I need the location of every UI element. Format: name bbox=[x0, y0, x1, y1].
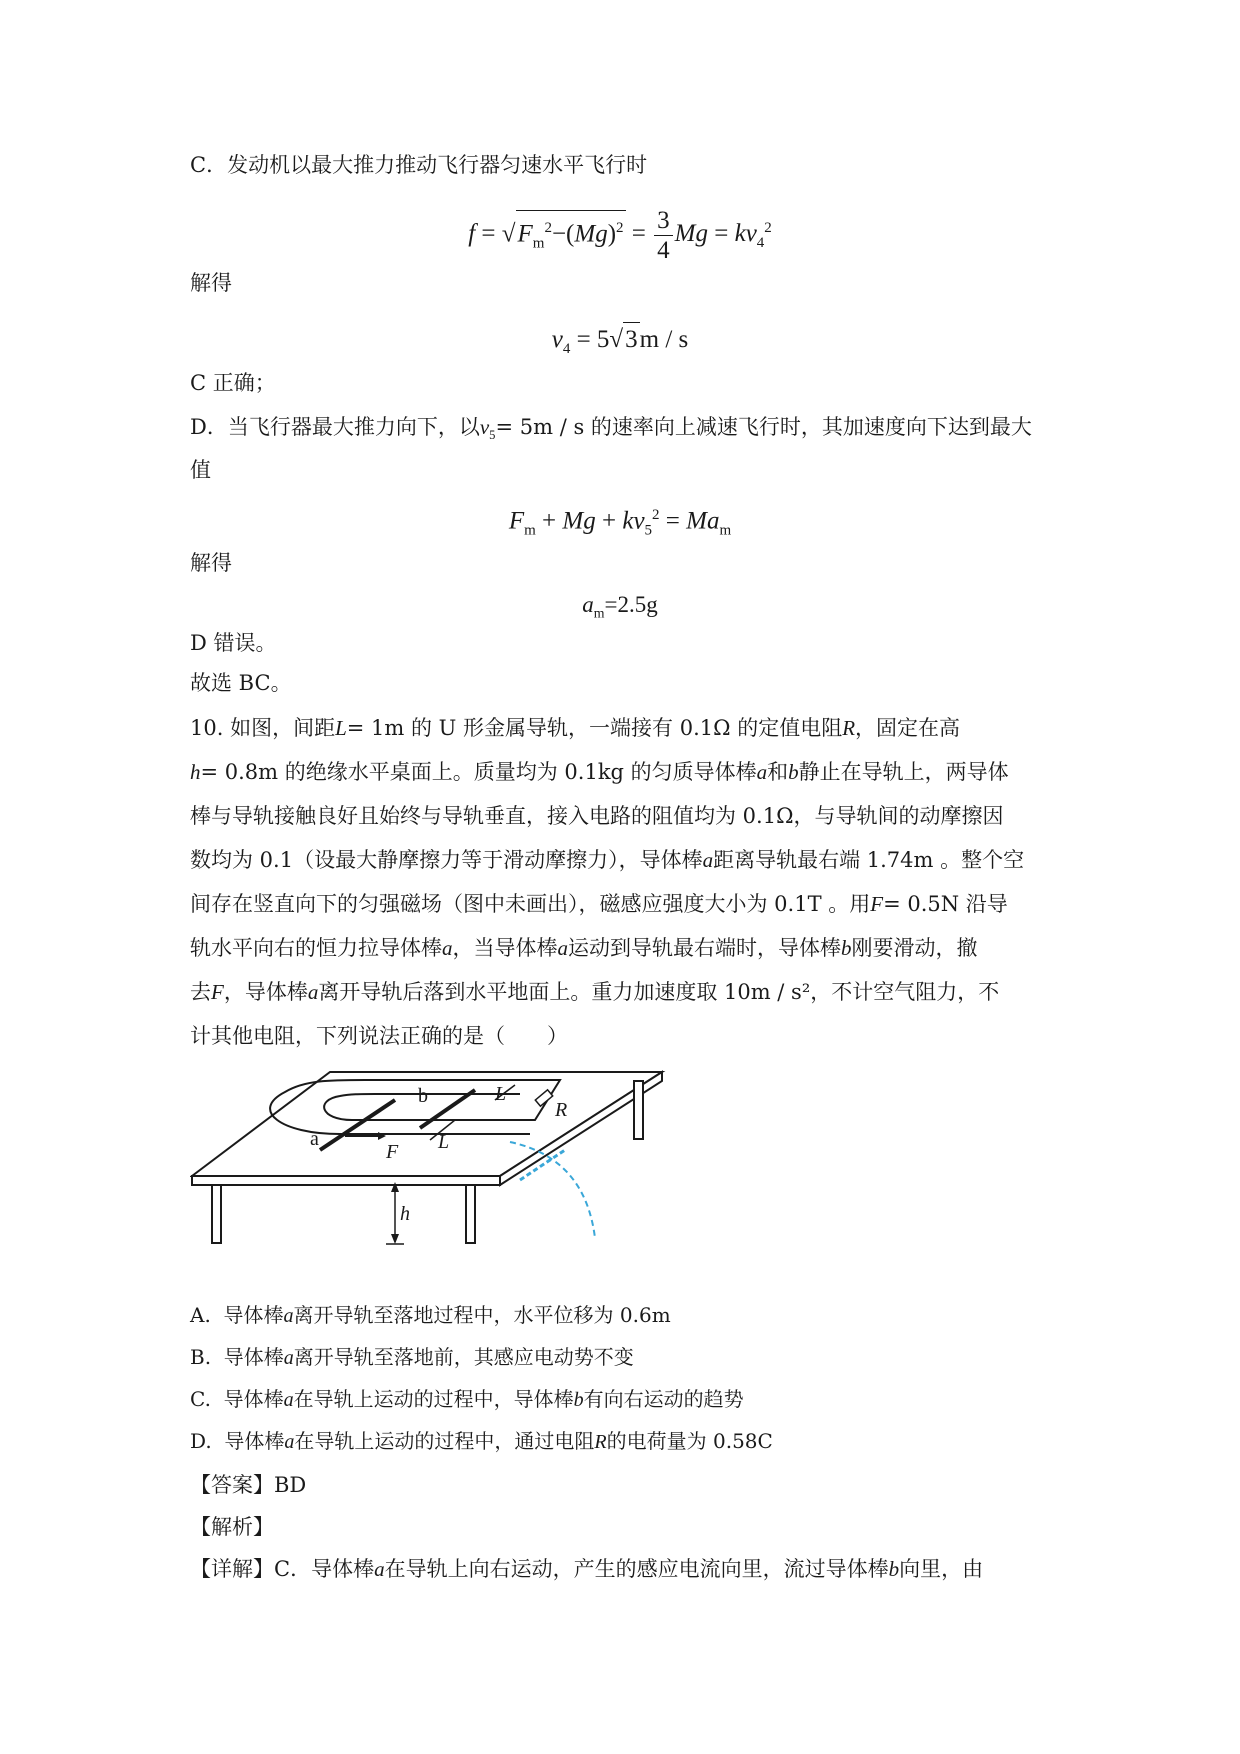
text-run: = 0.8m 的绝缘水平桌面上。质量均为 0.1kg 的匀质导体棒 bbox=[200, 760, 757, 784]
eq-operator: = bbox=[665, 507, 680, 535]
eq-subscript: m bbox=[524, 522, 536, 539]
eq-subscript: m bbox=[719, 522, 732, 539]
sqrt-symbol: √3 bbox=[609, 322, 639, 355]
eq-operator: + bbox=[542, 507, 557, 535]
label-R: R bbox=[555, 1099, 568, 1121]
solve-label-d: 解得 bbox=[190, 551, 232, 575]
text-run: 静止在导轨上，两导体 bbox=[798, 760, 1009, 784]
q10-line2 bbox=[190, 757, 1009, 787]
text-run: 导体棒 bbox=[223, 1345, 284, 1369]
table-leg bbox=[466, 1185, 475, 1243]
eq-symbol: a bbox=[283, 1347, 294, 1369]
rail-table-figure bbox=[190, 1070, 670, 1270]
text-run: 距离导轨最右端 1.74m 。整个空 bbox=[713, 848, 1025, 872]
eq-subscript: m bbox=[593, 605, 605, 621]
eq-symbol: kv bbox=[734, 220, 757, 248]
equation-am bbox=[0, 590, 1240, 629]
table-edge bbox=[192, 1176, 500, 1185]
eq-superscript: 2 bbox=[764, 219, 772, 236]
option-key: A. bbox=[190, 1303, 211, 1327]
fraction bbox=[654, 208, 673, 263]
fraction-denominator: 4 bbox=[657, 237, 670, 264]
final-choice: 故选 BC。 bbox=[190, 671, 292, 695]
eq-symbol: F bbox=[870, 892, 884, 916]
eq-symbol: a bbox=[582, 592, 594, 617]
text-run: 的电荷量为 0.58C bbox=[606, 1429, 773, 1453]
option-key: C. bbox=[190, 1387, 211, 1411]
eq-symbol: R bbox=[594, 1431, 607, 1453]
text-run: 离开导轨至落地前，其感应电动势不变 bbox=[293, 1345, 634, 1369]
eq-symbol: f bbox=[468, 220, 476, 248]
eq-symbol: kv bbox=[622, 507, 645, 535]
eq-unit: m / s bbox=[639, 326, 689, 353]
verdict-d: D 错误。 bbox=[190, 631, 277, 655]
label-L-upper: L bbox=[495, 1083, 507, 1105]
q10-line1 bbox=[190, 713, 960, 743]
eq-operator: = bbox=[576, 326, 591, 353]
solution-d-line2: 值 bbox=[190, 458, 211, 482]
fraction-numerator: 3 bbox=[654, 208, 673, 236]
q10-line5 bbox=[190, 889, 1008, 919]
text-run: ，当导体棒 bbox=[452, 936, 558, 960]
eq-symbol: b bbox=[888, 1557, 900, 1581]
text-run: 在导轨上向右运动，产生的感应电流向里，流过导体棒 bbox=[384, 1557, 889, 1581]
eq-superscript: 2 bbox=[616, 219, 624, 236]
option-key: D. bbox=[190, 1429, 212, 1453]
text-run: 运动到导轨最右端时，导体棒 bbox=[568, 936, 841, 960]
analysis-label: 【解析】 bbox=[190, 1515, 274, 1539]
q10-line6 bbox=[190, 933, 978, 963]
option-b bbox=[190, 1342, 634, 1373]
eq-operator: = bbox=[714, 220, 729, 248]
sqrt-radicand: 3 bbox=[623, 322, 640, 355]
q10-line4 bbox=[190, 845, 1024, 875]
text-run: ，导体棒 bbox=[223, 980, 308, 1004]
eq-symbol: v bbox=[479, 415, 490, 439]
eq-symbol: a bbox=[374, 1557, 385, 1581]
text-run: 和 bbox=[767, 760, 789, 784]
option-d bbox=[190, 1426, 773, 1457]
q10-line7 bbox=[190, 977, 999, 1007]
eq-subscript: m bbox=[532, 235, 545, 252]
eq-symbol: a bbox=[283, 1389, 294, 1411]
table-leg bbox=[212, 1185, 221, 1243]
text-run: 轨水平向右的恒力拉导体棒 bbox=[190, 936, 442, 960]
solve-label-c: 解得 bbox=[190, 271, 232, 295]
eq-superscript: 2 bbox=[652, 507, 660, 523]
text-run: 间存在竖直向下的匀强磁场（图中未画出），磁感应强度大小为 0.1T 。用 bbox=[190, 892, 871, 916]
answer-value: BD bbox=[274, 1473, 307, 1497]
text-run: 去 bbox=[190, 980, 211, 1004]
eq-symbol: a bbox=[283, 1305, 294, 1327]
detail-line bbox=[190, 1554, 983, 1584]
text-run: 在导轨上运动的过程中，导体棒 bbox=[293, 1387, 574, 1411]
eq-operator: = bbox=[481, 220, 496, 248]
option-c bbox=[190, 1384, 744, 1415]
eq-symbol: v bbox=[551, 326, 563, 353]
q10-line3: 棒与导轨接触良好且始终与导轨垂直，接入电路的阻值均为 0.1Ω，与导轨间的动摩擦因 bbox=[190, 804, 1004, 828]
text-run: 在导轨上运动的过程中，通过电阻 bbox=[294, 1429, 595, 1453]
eq-symbol: F bbox=[517, 220, 533, 248]
option-key: B. bbox=[190, 1345, 212, 1369]
eq-operator: = bbox=[631, 220, 646, 248]
label-L-lower: L bbox=[438, 1131, 450, 1153]
eq-symbol: R bbox=[842, 716, 856, 740]
eq-symbol: F bbox=[508, 507, 525, 535]
detail-label: 【详解】 bbox=[190, 1557, 274, 1581]
height-arrowhead-down bbox=[391, 1234, 399, 1244]
equation-newton bbox=[0, 500, 1240, 545]
eq-subscript: 4 bbox=[756, 235, 765, 252]
answer-label: 【答案】 bbox=[190, 1473, 274, 1497]
eq-subscript: 5 bbox=[489, 428, 496, 443]
text-run: 导体棒 bbox=[224, 1429, 285, 1453]
eq-symbol: h bbox=[190, 760, 201, 784]
text-run: = 5m / s 的速率向上减速飞行时，其加速度向下达到最大 bbox=[495, 415, 1032, 439]
eq-symbol: Mg bbox=[674, 220, 708, 248]
eq-operator: + bbox=[601, 507, 617, 535]
solution-c-intro: C．发动机以最大推力推动飞行器匀速水平飞行时 bbox=[190, 153, 648, 177]
verdict-c: C 正确； bbox=[190, 371, 276, 395]
eq-symbol: a bbox=[442, 936, 453, 960]
eq-subscript: 5 bbox=[644, 522, 653, 539]
eq-operator: −( bbox=[551, 220, 575, 248]
eq-symbol: F bbox=[211, 980, 224, 1004]
label-F: F bbox=[386, 1141, 399, 1163]
label-h: h bbox=[400, 1203, 410, 1225]
answer-line bbox=[190, 1470, 306, 1500]
eq-symbol: Ma bbox=[686, 507, 720, 535]
table-leg bbox=[634, 1081, 643, 1139]
eq-coefficient: 5 bbox=[596, 326, 610, 353]
eq-value: =2.5g bbox=[604, 592, 658, 617]
eq-symbol: L bbox=[335, 716, 347, 740]
eq-symbol: b bbox=[573, 1389, 584, 1411]
eq-symbol: a bbox=[307, 980, 319, 1004]
eq-symbol: b bbox=[788, 760, 799, 784]
text-run: 数均为 0.1（设最大静摩擦力等于滑动摩擦力），导体棒 bbox=[190, 848, 703, 872]
eq-symbol: a bbox=[702, 848, 714, 872]
eq-symbol: Mg bbox=[562, 507, 596, 535]
eq-symbol: b bbox=[841, 936, 852, 960]
solution-d-line1 bbox=[190, 412, 1032, 450]
text-run: 离开导轨后落到水平地面上。重力加速度取 10m / s²，不计空气阻力，不 bbox=[318, 980, 1000, 1004]
option-a bbox=[190, 1300, 671, 1331]
text-run: = 0.5N 沿导 bbox=[883, 892, 1008, 916]
text-run: 导体棒 bbox=[223, 1303, 284, 1327]
text-run: 离开导轨至落地过程中，水平位移为 0.6m bbox=[293, 1303, 671, 1327]
label-b: b bbox=[418, 1085, 428, 1107]
equation-friction bbox=[0, 208, 1240, 263]
label-a: a bbox=[310, 1128, 319, 1150]
eq-symbol: a bbox=[756, 760, 768, 784]
sqrt-symbol: $√F_m^2-(Mg)^2$ bbox=[502, 210, 626, 258]
text-run: 10. 如图，间距 bbox=[190, 716, 336, 740]
text-run: D．当飞行器最大推力向下，以 bbox=[190, 415, 480, 439]
q10-line8: 计其他电阻，下列说法正确的是（ ） bbox=[190, 1024, 568, 1048]
text-run: ，固定在高 bbox=[855, 716, 961, 740]
eq-subscript: 4 bbox=[562, 341, 571, 357]
text-run: 有向右运动的趋势 bbox=[583, 1387, 744, 1411]
text-run: 向里，由 bbox=[899, 1557, 984, 1581]
eq-symbol: a bbox=[557, 936, 568, 960]
eq-symbol: a bbox=[284, 1431, 295, 1453]
text-run: C．导体棒 bbox=[274, 1557, 375, 1581]
text-run: = 1m 的 U 形金属导轨，一端接有 0.1Ω 的定值电阻 bbox=[346, 716, 843, 740]
equation-v4 bbox=[0, 322, 1240, 364]
text-run: 导体棒 bbox=[223, 1387, 284, 1411]
eq-symbol: Mg bbox=[574, 220, 608, 248]
text-run: 刚要滑动，撤 bbox=[851, 936, 978, 960]
eq-superscript: 2 bbox=[544, 219, 552, 236]
eq-operator: ) bbox=[607, 220, 617, 248]
